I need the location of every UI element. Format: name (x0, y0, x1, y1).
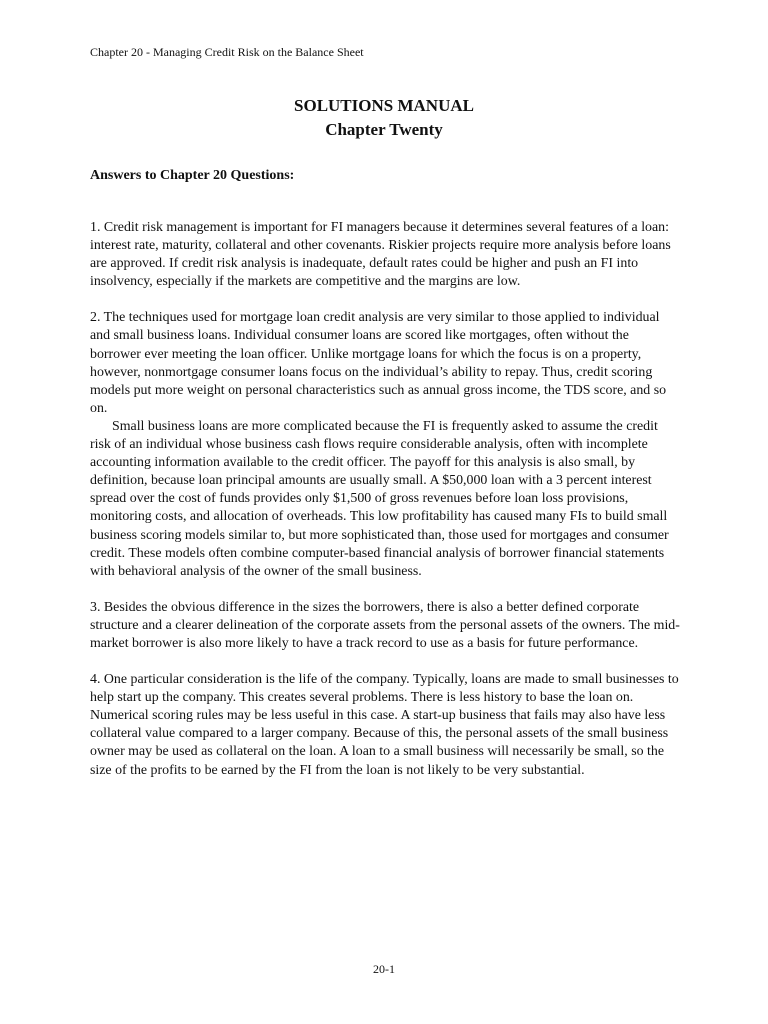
running-header: Chapter 20 - Managing Credit Risk on the Balance Sheet (90, 45, 364, 59)
chapter-title: Chapter Twenty (325, 120, 443, 139)
answer-2-continued: Small business loans are more complicated because the FI is frequently asked to assume the credit risk of an individual whose business cash flows require considerable analysis, often with incomplete accounting information available to the credit officer. The payoff for this analysis is also small, by definition, because loan principal amounts are usually small. A $50,000 loan with a 3 percent interest spread over the cost of funds provides only $1,500 of gross revenues before loan loss provisions, monitoring costs, and allocation of overheads. This low profitability has caused many FIs to build small business scoring models similar to, but more sophisticated than, those used for mortgages and consumer credit. These models often combine computer-based financial analysis of borrower financial statements with behavioral analysis of the owner of the small business. (90, 418, 669, 579)
answers-body (90, 219, 680, 798)
answer-3: 3. Besides the obvious difference in the sizes the borrowers, there is also a better defined corporate structure and a clearer delineation of the corporate assets from the personal assets of the owners. The mid-market borrower is also more likely to have a track record to use as a basis for future performance. (90, 599, 680, 651)
answer-1: 1. Credit risk management is important for FI managers because it determines several features of a loan: interest rate, maturity, collateral and other covenants. Riskier projects require more analysis before loans are approved. If credit risk analysis is inadequate, default rates could be higher and push an FI into insolvency, especially if the markets are competitive and the margins are low. (90, 220, 671, 290)
section-heading: Answers to Chapter 20 Questions: (90, 168, 295, 183)
answer-2: 2. The techniques used for mortgage loan credit analysis are very similar to those applied to individual and small business loans. Individual consumer loans are scored like mortgages, often without the borrower ever meeting the loan officer. Unlike mortgage loans for which the focus is on a property, however, nonmortgage consumer loans focus on the individual’s ability to repay. Thus, credit scoring models put more weight on personal characteristics such as annual gross income, the TDS score, and so on. (90, 310, 667, 416)
title-block (0, 94, 768, 142)
document-title: SOLUTIONS MANUAL (294, 96, 474, 115)
answer-4: 4. One particular consideration is the life of the company. Typically, loans are made to small businesses to help start up the company. This creates several problems. There is less history to base the loan on. Numerical scoring rules may be less useful in this case. A start-up business that fails may also have less collateral value compared to a larger company. Because of this, the personal assets of the small business owner may be used as collateral on the loan. A loan to a small business will necessarily be small, so the size of the profits to be earned by the FI from the loan is not likely to be very substantial. (90, 672, 679, 778)
page-number: 20-1 (373, 962, 395, 976)
